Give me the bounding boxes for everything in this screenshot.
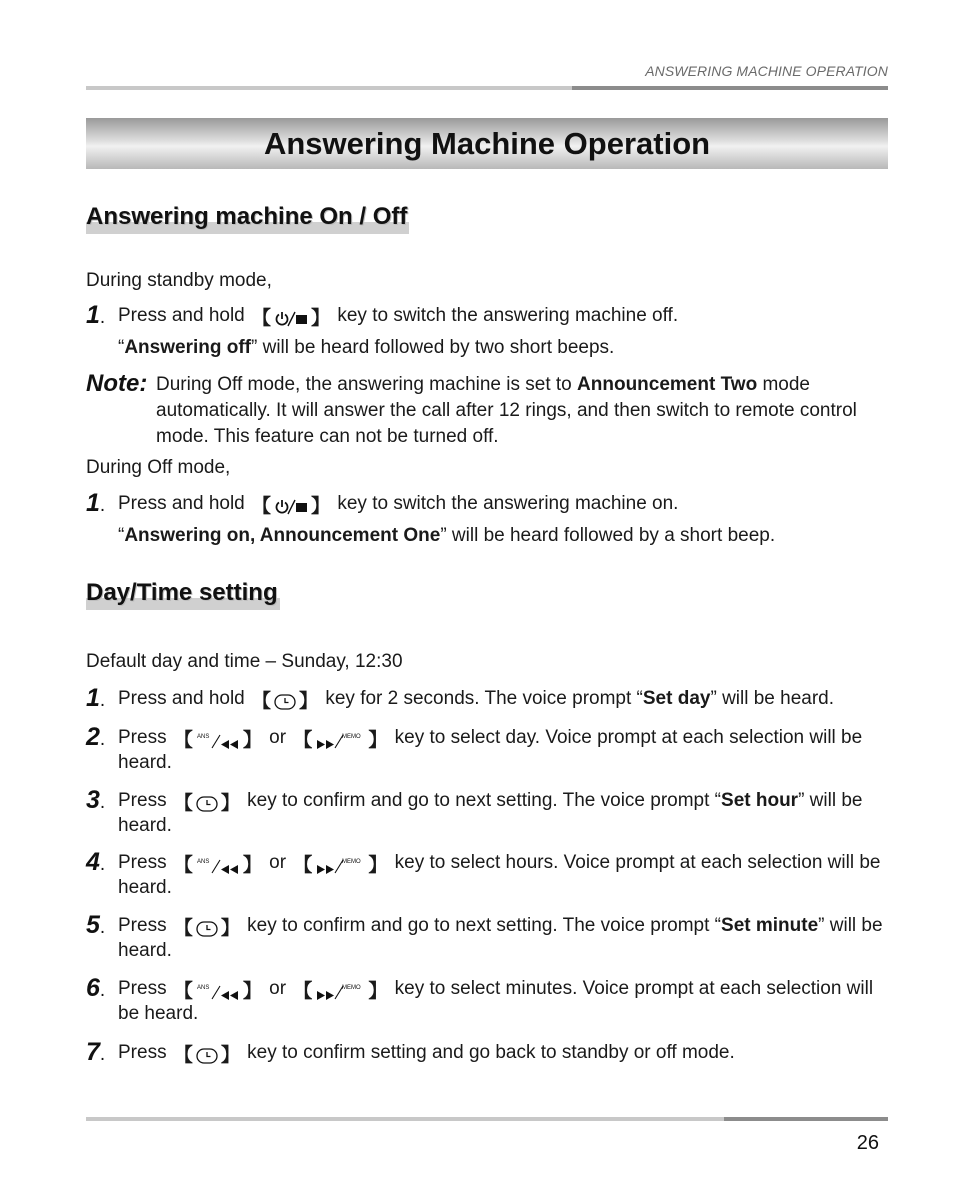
- title-bar: [86, 118, 888, 169]
- default-day-time: Default day and time – Sunday, 12:30: [86, 651, 403, 672]
- page-number: 26: [856, 1132, 879, 1154]
- ff-memo-icon: [315, 732, 365, 750]
- step-switch-on-sub: “Answering on, Announcement One” will be heard followed by a short beep.: [118, 525, 776, 546]
- step-number: 1.: [86, 489, 106, 517]
- step-number: 6.: [86, 974, 106, 1002]
- step-number: 4.: [86, 848, 106, 876]
- ff-memo-key: 【 MEMO 】: [293, 855, 388, 876]
- svg-text:ANS: ANS: [196, 733, 210, 740]
- intro-off-mode: During Off mode,: [86, 457, 231, 478]
- clock-icon: [196, 796, 218, 812]
- ff-memo-icon: [315, 983, 365, 1001]
- ans-rewind-key: 【 ANS 】: [173, 981, 262, 1002]
- svg-text:MEMO: MEMO: [342, 984, 362, 991]
- page-title: Answering Machine Operation: [263, 125, 711, 161]
- note-label: Note:: [86, 370, 148, 397]
- clock-key: 【 】: [252, 691, 319, 712]
- step-switch-on: Press and hold 【 】 key to switch the answering machine on.: [118, 493, 679, 517]
- note-text: During Off mode, the answering machine is set to Announcement Two mode automatically. It will answer the call after 12 rings, and then switch to remote control mode. This feature can not be turned off.: [156, 374, 857, 447]
- step-confirm-setting: Press 【 】 key to confirm setting and go back to standby or off mode.: [118, 1042, 735, 1066]
- clock-icon: [196, 921, 218, 937]
- step-number: 1.: [86, 684, 106, 712]
- bottom-rule: [86, 1117, 888, 1121]
- step-select-day: Press 【 ANS 】 or 【 MEMO 】 key to select day. Voice prompt at each selection will be heard.: [118, 727, 863, 773]
- step-number: 7.: [86, 1038, 106, 1066]
- step-set-day: Press and hold 【 】 key for 2 seconds. The voice prompt “Set day” will be heard.: [118, 688, 835, 712]
- power-stop-key: 【 】: [252, 308, 331, 329]
- ans-rewind-icon: [196, 983, 240, 1001]
- step-switch-off-sub: “Answering off” will be heard followed by two short beeps.: [118, 337, 615, 358]
- power-stop-key: 【 】: [252, 496, 331, 517]
- ans-rewind-key: 【 ANS 】: [173, 855, 262, 876]
- step-switch-off: Press and hold 【 】 key to switch the answering machine off.: [118, 305, 679, 329]
- clock-icon: [274, 694, 296, 710]
- clock-key: 【 】: [173, 793, 240, 814]
- step-number: 1.: [86, 301, 106, 329]
- power-icon: [274, 311, 308, 327]
- ans-rewind-icon: [196, 857, 240, 875]
- ff-memo-key: 【 MEMO 】: [293, 981, 388, 1002]
- ff-memo-icon: [315, 857, 365, 875]
- step-number: 3.: [86, 786, 106, 814]
- step-confirm-hours: Press 【 】 key to confirm and go to next setting. The voice prompt “Set minute” will be heard.: [118, 915, 883, 961]
- top-rule: [86, 86, 888, 90]
- ans-rewind-key: 【 ANS 】: [173, 730, 262, 751]
- power-icon: [274, 499, 308, 515]
- step-number: 2.: [86, 723, 106, 751]
- clock-key: 【 】: [173, 918, 240, 939]
- step-number: 5.: [86, 911, 106, 939]
- intro-standby: During standby mode,: [86, 270, 272, 291]
- ans-rewind-icon: [196, 732, 240, 750]
- clock-icon: [196, 1048, 218, 1064]
- svg-text:ANS: ANS: [196, 858, 210, 865]
- running-header: ANSWERING MACHINE OPERATION: [645, 63, 888, 79]
- step-confirm-day: Press 【 】 key to confirm and go to next setting. The voice prompt “Set hour” will be heard.: [118, 790, 863, 836]
- section-heading-day-time: Day/Time setting: [86, 579, 280, 610]
- svg-text:MEMO: MEMO: [342, 733, 362, 740]
- step-select-minutes: Press 【 ANS 】 or 【 MEMO 】 key to select minutes. Voice prompt at each selection will be heard.: [118, 978, 874, 1024]
- section-heading-on-off: Answering machine On / Off: [86, 203, 409, 234]
- step-select-hours: Press 【 ANS 】 or 【 MEMO 】 key to select hours. Voice prompt at each selection will be heard.: [118, 852, 881, 898]
- svg-text:ANS: ANS: [196, 984, 210, 991]
- clock-key: 【 】: [173, 1045, 240, 1066]
- ff-memo-key: 【 MEMO 】: [293, 730, 388, 751]
- svg-text:MEMO: MEMO: [342, 858, 362, 865]
